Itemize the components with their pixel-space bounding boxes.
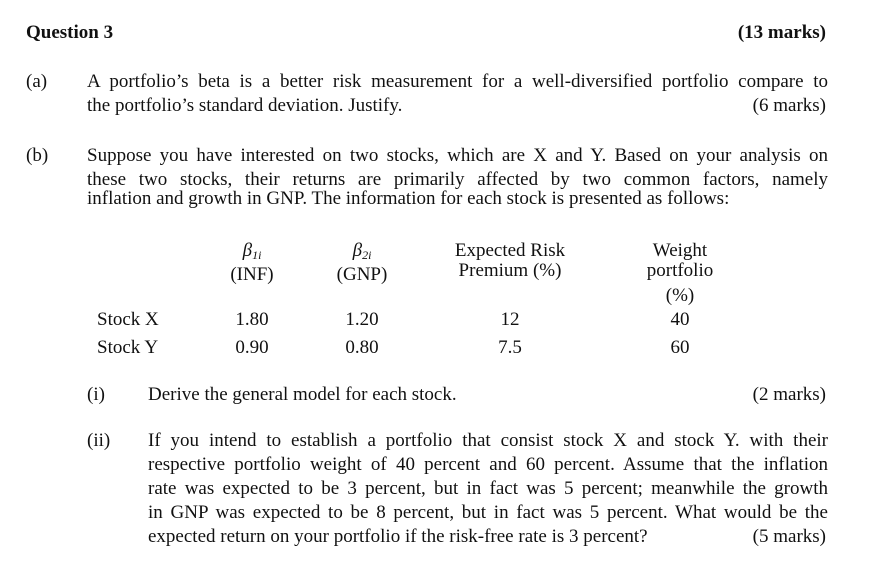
weight-header-line1: Weight: [652, 240, 708, 261]
beta1-label: (INF): [230, 264, 274, 285]
weight-header-line2: portfolio: [646, 260, 714, 281]
table-row-x-weight: 40: [670, 309, 690, 330]
table-row-x-erp: 12: [500, 309, 520, 330]
question-marks: (13 marks): [737, 22, 826, 43]
sub-i-label: (i): [87, 384, 105, 405]
part-b-line3: inflation and growth in GNP. The information for each stock is presented as follows:: [87, 188, 730, 209]
sub-ii-line1: If you intend to establish a portfolio that consist stock X and stock Y. with their: [148, 430, 828, 451]
table-row-x-beta1: 1.80: [235, 309, 269, 330]
table-row-x-stock: Stock X: [97, 309, 159, 330]
erp-header-line1: Expected Risk: [454, 240, 566, 261]
part-b-line2: these two stocks, their returns are primarily affected by two common factors, namely: [87, 169, 828, 190]
sub-ii-line4: in GNP was expected to be 8 percent, but in fact was 5 percent. What would be the: [148, 502, 828, 523]
question-title: Question 3: [26, 22, 114, 43]
table-row-y-stock: Stock Y: [97, 337, 159, 358]
sub-ii-line2: respective portfolio weight of 40 percent and 60 percent. Assume that the inflation: [148, 454, 828, 475]
beta1-header: $\beta_{1i}$: [242, 240, 262, 262]
part-a-marks: (6 marks): [752, 95, 826, 116]
sub-ii-line5: expected return on your portfolio if the risk-free rate is 3 percent?: [148, 526, 648, 547]
part-a-label: (a): [26, 71, 48, 92]
weight-header-line3: (%): [665, 285, 695, 306]
sub-i-marks: (2 marks): [752, 384, 826, 405]
beta2-label: (GNP): [336, 264, 388, 285]
erp-header-line2: Premium (%): [458, 260, 562, 281]
part-b-label: (b): [26, 145, 49, 166]
sub-i-text: Derive the general model for each stock.: [148, 384, 457, 405]
part-b-line1: Suppose you have interested on two stocks, which are X and Y. Based on your analysis on: [87, 145, 828, 166]
table-row-x-beta2: 1.20: [345, 309, 379, 330]
sub-ii-line3: rate was expected to be 3 percent, but in fact was 5 percent; meanwhile the growth: [148, 478, 828, 499]
beta2-header: $\beta_{2i}$: [352, 240, 372, 262]
table-row-y-weight: 60: [670, 337, 690, 358]
sub-ii-label: (ii): [87, 430, 111, 451]
table-row-y-beta1: 0.90: [235, 337, 269, 358]
part-a-line1: A portfolio’s beta is a better risk measurement for a well-diversified portfolio compare to: [87, 71, 828, 92]
sub-ii-marks: (5 marks): [752, 526, 826, 547]
part-a-line2: the portfolio’s standard deviation. Justify.: [87, 95, 403, 116]
table-row-y-beta2: 0.80: [345, 337, 379, 358]
table-row-y-erp: 7.5: [498, 337, 522, 358]
